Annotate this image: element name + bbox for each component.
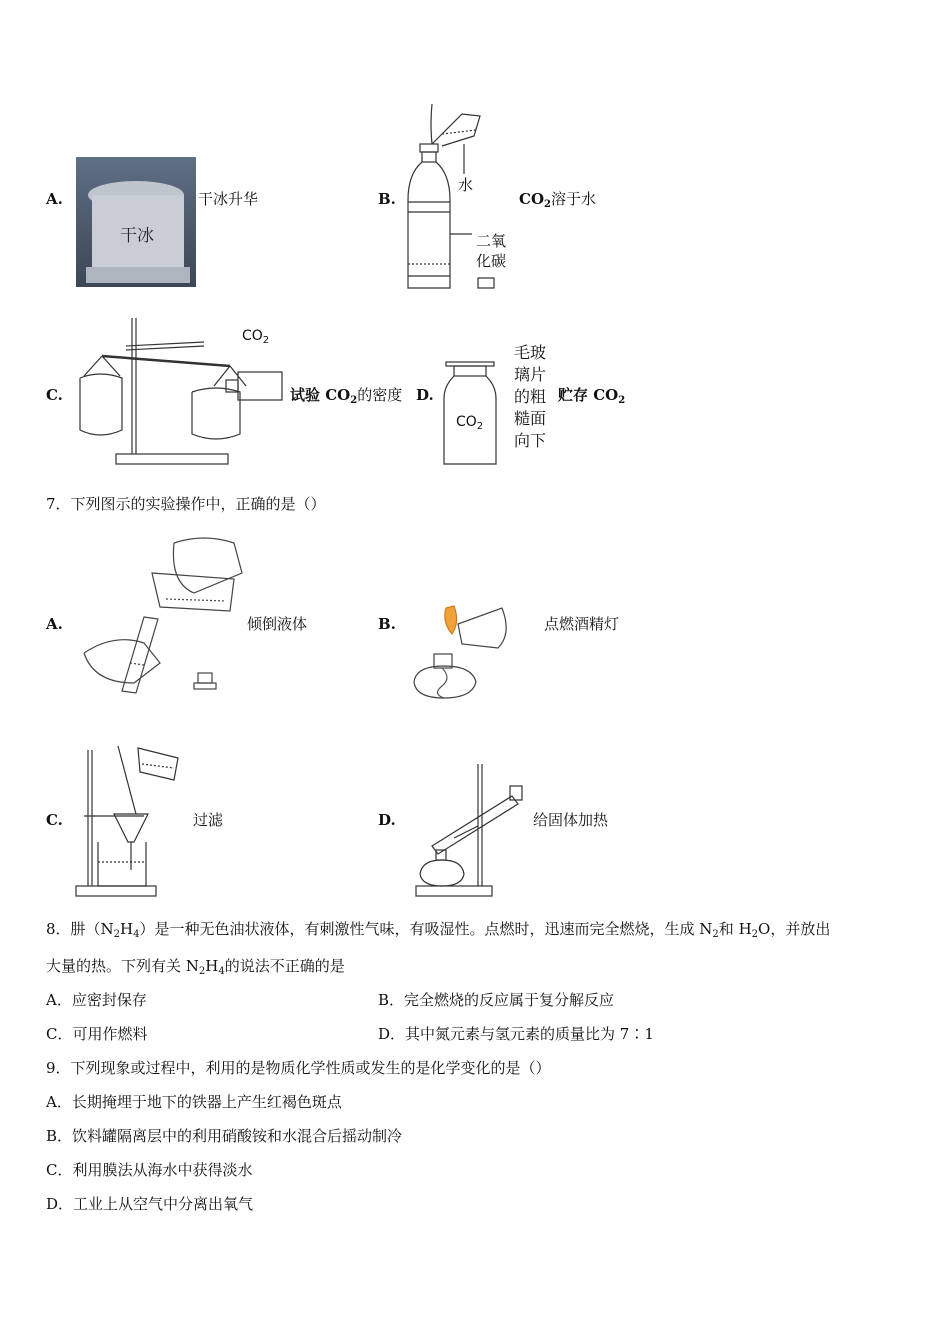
q7-option-a-label: A. xyxy=(46,615,63,633)
gas-jar-note: 毛玻 璃片 的粗 糙面 向下 xyxy=(514,343,547,450)
q6-option-b-caption: $CO_2$溶于水 xyxy=(519,190,596,210)
q6-option-a-label: A. xyxy=(46,190,63,208)
q6-option-d-label: D. xyxy=(416,386,434,404)
filtration-figure xyxy=(74,742,186,898)
balance-density-figure xyxy=(74,312,286,470)
bottle-co2-label-2: 化碳 xyxy=(476,252,507,270)
q7-option-b-label: B. xyxy=(378,615,396,633)
heat-solid-figure xyxy=(412,756,532,898)
balance-co2-label: $CO_2$ xyxy=(242,328,270,346)
q9-option-b: B．饮料罐隔离层中的利用硝酸铵和水混合后摇动制冷 xyxy=(46,1127,403,1145)
q7-option-c-label: C. xyxy=(46,811,63,829)
q6-option-d-caption: 贮存 $CO_2$ xyxy=(558,386,626,406)
q7-stem: 7．下列图示的实验操作中，正确的是（） xyxy=(46,495,326,513)
q9-option-c: C．利用膜法从海水中获得淡水 xyxy=(46,1161,253,1179)
dry-ice-photo xyxy=(76,157,196,287)
q9-option-d: D．工业上从空气中分离出氧气 xyxy=(46,1195,254,1213)
q6-option-a-caption: 干冰升华 xyxy=(198,190,259,208)
pour-liquid-figure xyxy=(74,533,246,699)
q6-option-b-label: B. xyxy=(378,190,396,208)
gas-jar-figure xyxy=(440,342,556,468)
q7-option-d-label: D. xyxy=(378,811,396,829)
q8-stem-line-1: 8．肼$(N_2H_4)$是一种无色油状液体，有刺激性气味，有吸湿性。点燃时，迅速而完全燃烧，生成 $N_2$和 $H_2O$，并放出 xyxy=(46,920,831,940)
bottle-water-label: 水 xyxy=(458,176,474,194)
bottle-co2-label-1: 二氧 xyxy=(476,232,507,250)
q7-option-b-caption: 点燃酒精灯 xyxy=(544,615,620,633)
q9-option-a: A．长期掩埋于地下的铁器上产生红褐色斑点 xyxy=(46,1093,342,1111)
plastic-bottle-figure xyxy=(402,104,518,296)
q7-option-a-caption: 倾倒液体 xyxy=(247,615,308,633)
q7-option-d-caption: 给固体加热 xyxy=(533,811,609,829)
q9-stem: 9．下列现象或过程中，利用的是物质化学性质或发生的是化学变化的是（） xyxy=(46,1059,551,1077)
q8-option-a: A．应密封保存 xyxy=(46,991,147,1009)
q6-option-c-label: C. xyxy=(46,386,63,404)
q7-option-c-caption: 过滤 xyxy=(193,811,224,829)
gas-jar-co2-label: $CO_2$ xyxy=(456,414,484,432)
q8-stem-line-2: 大量的热。下列有关 $N_2H_4$的说法不正确的是 xyxy=(46,957,345,977)
q8-option-b: B．完全燃烧的反应属于复分解反应 xyxy=(378,991,615,1009)
q8-option-c: C．可用作燃料 xyxy=(46,1025,148,1043)
q6-option-c-caption: 试验 $CO_2$的密度 xyxy=(290,386,403,406)
light-alcohol-lamp-figure xyxy=(402,594,514,702)
q8-option-d: D．其中氮元素与氢元素的质量比为 7∶1 xyxy=(378,1025,654,1043)
dry-ice-text: 干冰 xyxy=(120,226,154,246)
